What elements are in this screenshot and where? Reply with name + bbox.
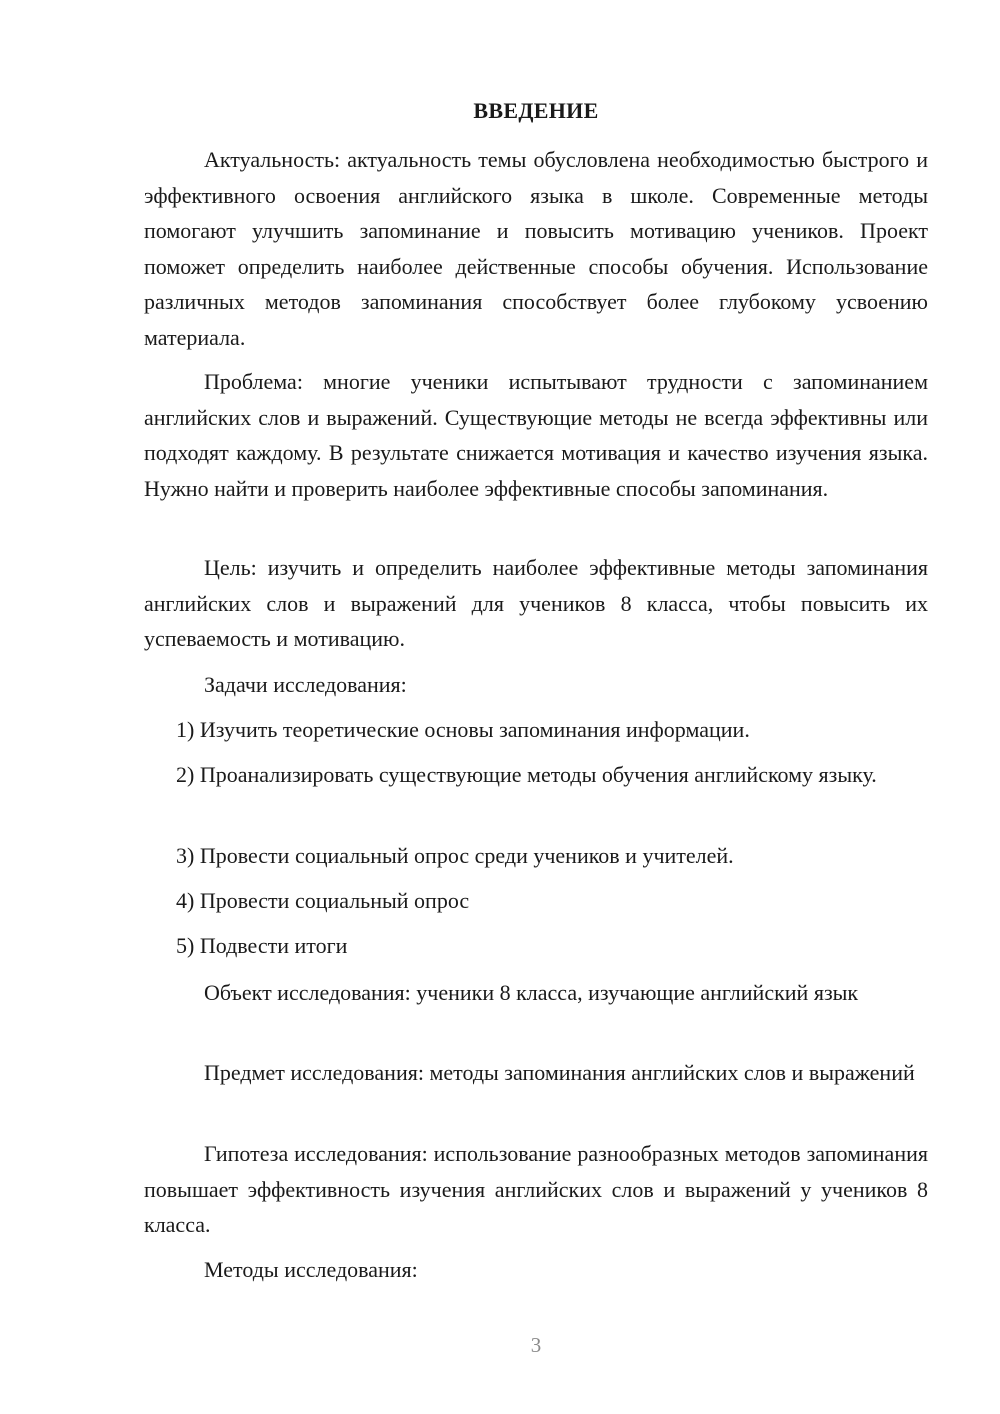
page-title: ВВЕДЕНИЕ [473,98,599,123]
task-item-2: 2) Проанализировать существующие методы обучения английскому языку. [176,762,877,787]
page-number: 3 [530,1333,542,1357]
goal-paragraph: Цель: изучить и определить наиболее эффективные методы запоминания английских слов и выражений для учеников 8 класса, чтобы повысить их успеваемость и мотивацию. [144,555,928,651]
task-item-5: 5) Подвести итоги [176,933,348,958]
methods-heading: Методы исследования: [204,1257,418,1282]
hypothesis-paragraph: Гипотеза исследования: использование разнообразных методов запоминания повышает эффективность изучения английских слов и выражений у учеников 8 класса. [144,1141,928,1237]
task-item-4: 4) Провести социальный опрос [176,888,470,913]
task-item-1: 1) Изучить теоретические основы запоминания информации. [176,717,750,742]
problem-paragraph: Проблема: многие ученики испытывают трудности с запоминанием английских слов и выражений. Существующие методы не всегда эффективны или подходят каждому. В результате снижается мотивация и качество изучения языка. Нужно найти и проверить наиболее эффективные способы запоминания. [144,369,928,501]
relevance-paragraph: Актуальность: актуальность темы обусловлена необходимостью быстрого и эффективного освоения английского языка в школе. Современные методы помогают улучшить запоминание и повысить мотивацию учеников. Проект поможет определить наиболее действенные способы обучения. Использование различных методов запоминания способствует более глубокому усвоению материала. [144,147,928,350]
subject-paragraph: Предмет исследования: методы запоминания английских слов и выражений [204,1060,915,1085]
object-paragraph: Объект исследования: ученики 8 класса, изучающие английский язык [204,980,859,1005]
task-item-3: 3) Провести социальный опрос среди учеников и учителей. [176,843,734,868]
tasks-heading: Задачи исследования: [204,672,407,697]
